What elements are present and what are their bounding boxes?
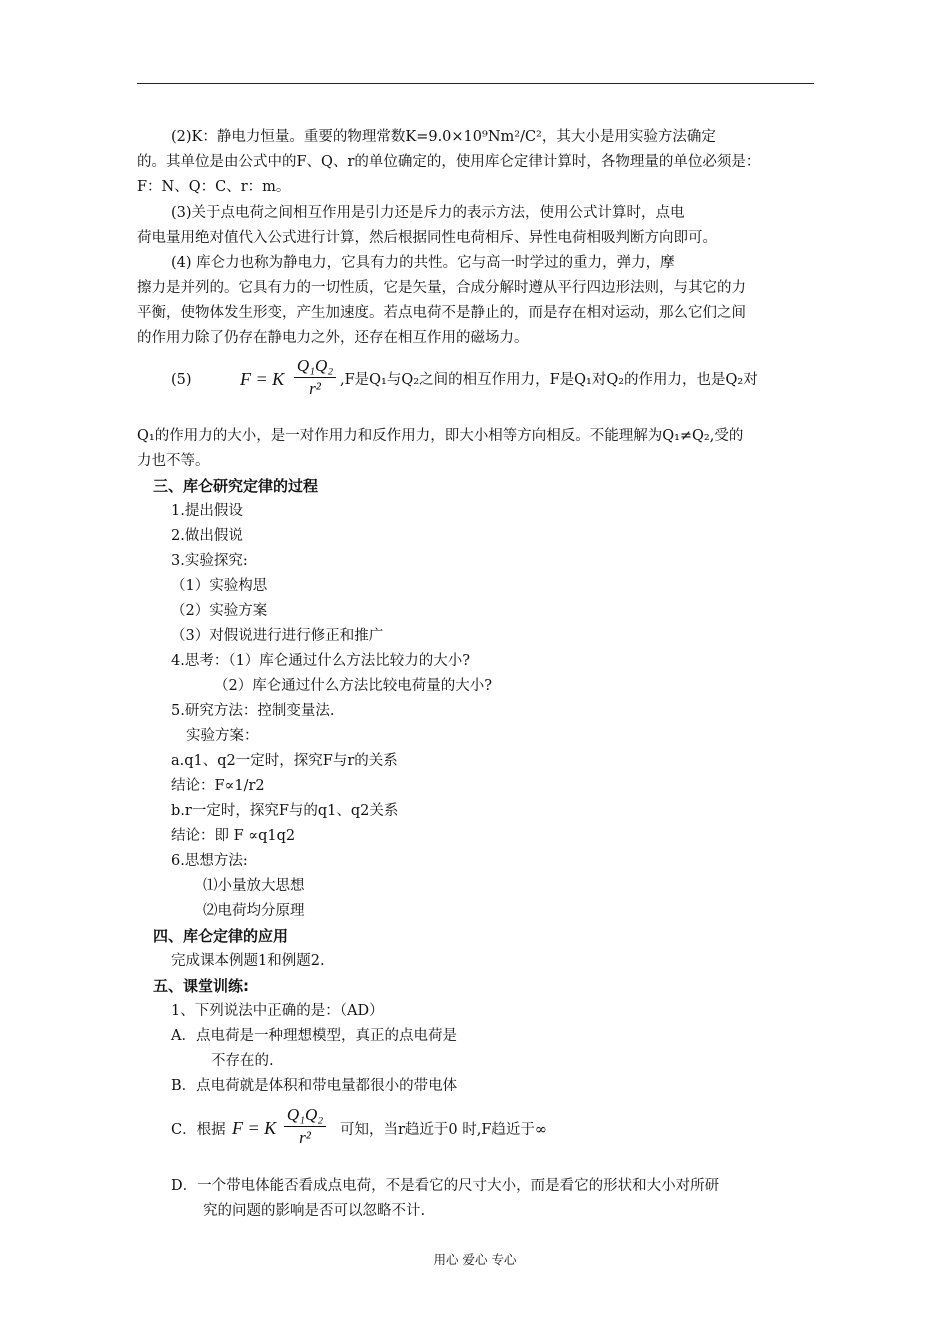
para-2-line-2: 的。其单位是由公式中的F、Q、r的单位确定的，使用库仑定律计算时，各物理量的单位必须是： (137, 154, 761, 170)
formula-denominator: r² (299, 1128, 311, 1147)
option-d-line-2: 究的问题的影响是否可以忽略不计. (203, 1203, 426, 1219)
s3-item: 5.研究方法：控制变量法. (171, 703, 335, 719)
para-4-line-4: 的作用力除了仍存在静电力之外，还存在相互作用的磁场力。 (137, 330, 529, 346)
para-4-line-1: (4) 库仑力也称为静电力，它具有力的共性。它与高一时学过的重力，弹力，摩 (171, 255, 675, 271)
option-a-line-2: 不存在的. (211, 1053, 274, 1069)
para-2-line-3: F：N、Q：C、r：m。 (137, 179, 291, 195)
section-4-text: 完成课本例题1和例题2. (171, 953, 325, 969)
s3-item: ⑵电荷均分原理 (203, 903, 305, 919)
s3-item: （3）对假说进行进行修正和推广 (171, 628, 384, 644)
para-5-text: ,F是Q₁与Q₂之间的相互作用力，F是Q₁对Q₂的作用力，也是Q₂对 (340, 372, 758, 388)
s3-item: a.q1、q2一定时，探究F与r的关系 (171, 753, 398, 769)
section-4-title: 四、库仑定律的应用 (153, 927, 289, 945)
formula-numerator: Q₁Q₂ (286, 1105, 324, 1124)
s3-item: ⑴小量放大思想 (203, 878, 305, 894)
para-2-line-1: (2)K：静电力恒量。重要的物理常数K=9.0×10⁹Nm²/C²，其大小是用实验方法确定 (171, 129, 716, 145)
s3-item: 实验方案： (186, 728, 259, 744)
formula-numerator: Q₁Q₂ (296, 356, 334, 375)
s3-item: 6.思想方法: (171, 853, 248, 869)
s3-item: 2.做出假说 (171, 528, 243, 544)
coulomb-formula-lhs: F = K (240, 369, 285, 389)
section-5-title: 五、课堂训练: (153, 977, 249, 995)
para-3-line-2: 荷电量用绝对值代入公式进行计算，然后根据同性电荷相斥、异性电荷相吸判断方向即可。 (137, 230, 717, 246)
fraction-bar (294, 377, 336, 378)
option-a-line-1: A．点电荷是一种理想模型，真正的点电荷是 (171, 1028, 457, 1044)
para-5-line-3: 力也不等。 (137, 453, 210, 469)
option-c-text: 可知，当r趋近于0 时,F趋近于∞ (340, 1122, 548, 1138)
s3-item: 4.思考：（1）库仑通过什么方法比较力的大小? (171, 653, 471, 669)
para-4-line-2: 擦力是并列的。它具有力的一切性质，它是矢量，合成分解时遵从平行四边形法则，与其它的力 (137, 280, 746, 296)
fraction-bar (284, 1126, 326, 1127)
question-1: 1、下列说法中正确的是：（AD） (171, 1003, 384, 1019)
s3-item: 结论：F∝1/r2 (171, 778, 265, 794)
para-5-number: (5) (171, 372, 192, 388)
option-d-line-1: D．一个带电体能否看成点电荷，不是看它的尺寸大小，而是看它的形状和大小对所研 (171, 1178, 720, 1194)
header-rule (137, 83, 814, 84)
formula-denominator: r² (309, 379, 321, 398)
option-c-formula-fraction (284, 1105, 326, 1148)
para-4-line-3: 平衡，使物体发生形变，产生加速度。若点电荷不是静止的，而是存在相对运动，那么它们之间 (137, 305, 746, 321)
section-3-title: 三、库仑研究定律的过程 (153, 477, 319, 495)
coulomb-formula-fraction (294, 356, 336, 399)
s3-item: 3.实验探究: (171, 553, 248, 569)
option-b: B．点电荷就是体积和带电量都很小的带电体 (171, 1078, 458, 1094)
para-3-line-1: (3)关于点电荷之间相互作用是引力还是斥力的表示方法，使用公式计算时，点电 (171, 205, 685, 221)
option-c-formula-lhs: F = K (232, 1118, 277, 1138)
page-footer: 用心 爱心 专心 (433, 1252, 517, 1267)
s3-item: 结论：即 F ∝q1q2 (171, 828, 296, 844)
s3-item: 1.提出假设 (171, 503, 243, 519)
option-c-prefix: C．根据 (171, 1122, 226, 1138)
para-5-line-2: Q₁的作用力的大小，是一对作用力和反作用力，即大小相等方向相反。不能理解为Q₁≠Q₂,受的 (137, 428, 744, 444)
s3-item: b.r一定时，探究F与的q1、q2关系 (171, 803, 399, 819)
s3-item: （2）库仑通过什么方法比较电荷量的大小? (214, 678, 492, 694)
s3-item: （2）实验方案 (171, 603, 268, 619)
s3-item: （1）实验构思 (171, 578, 268, 594)
